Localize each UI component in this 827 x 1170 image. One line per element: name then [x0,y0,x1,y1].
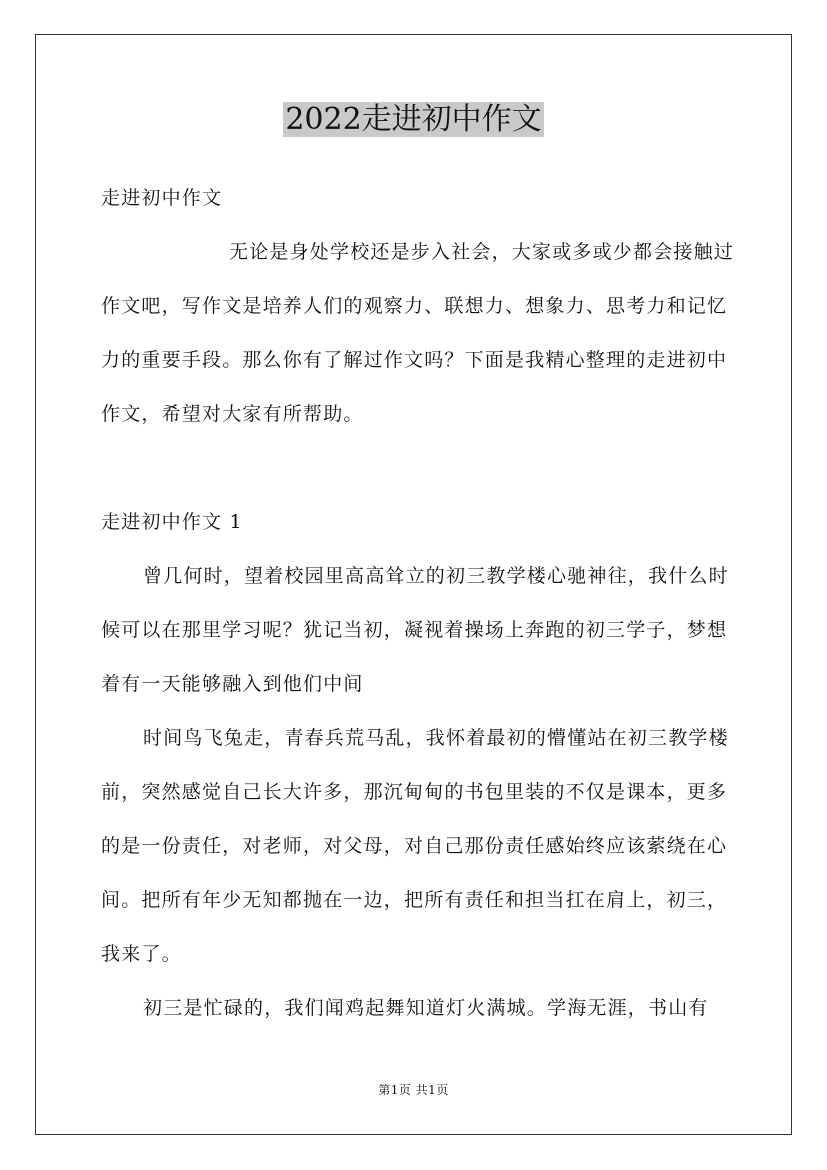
paragraph-gap [101,441,741,495]
section-heading: 走进初中作文 1 [101,511,243,533]
body-paragraph-1: 曾几何时，望着校园里高高耸立的初三教学楼心驰神往，我什么时候可以在那里学习呢？犹记当初，凝视着操场上奔跑的初三学子，梦想着有一天能够融入到他们中间 [101,565,729,695]
intro-heading: 走进初中作文 [101,187,223,209]
body-paragraph-3: 初三是忙碌的，我们闻鸡起舞知道灯火满城。学海无涯，书山有 [143,997,709,1019]
document-title-text: 2022走进初中作文 [285,102,542,137]
document-body [101,171,741,1035]
body-paragraph-2: 时间鸟飞兔走，青春兵荒马乱，我怀着最初的懵懂站在初三教学楼前，突然感觉自己长大许多，那沉甸甸的书包里装的不仅是课本，更多的是一份责任，对老师，对父母，对自己那份责任感始终应该萦绕在心间。把所有年少无知都抛在一边，把所有责任和担当扛在肩上，初三，我来了。 [101,727,729,965]
page-number: 第1页 共1页 [378,1083,449,1097]
intro-paragraph: 无论是身处学校还是步入社会，大家或多或少都会接触过作文吧，写作文是培养人们的观察力、联想力、想象力、思考力和记忆力的重要手段。那么你有了解过作文吗？下面是我精心整理的走进初中作文，希望对大家有所帮助。 [101,241,735,425]
document-title [0,100,827,140]
